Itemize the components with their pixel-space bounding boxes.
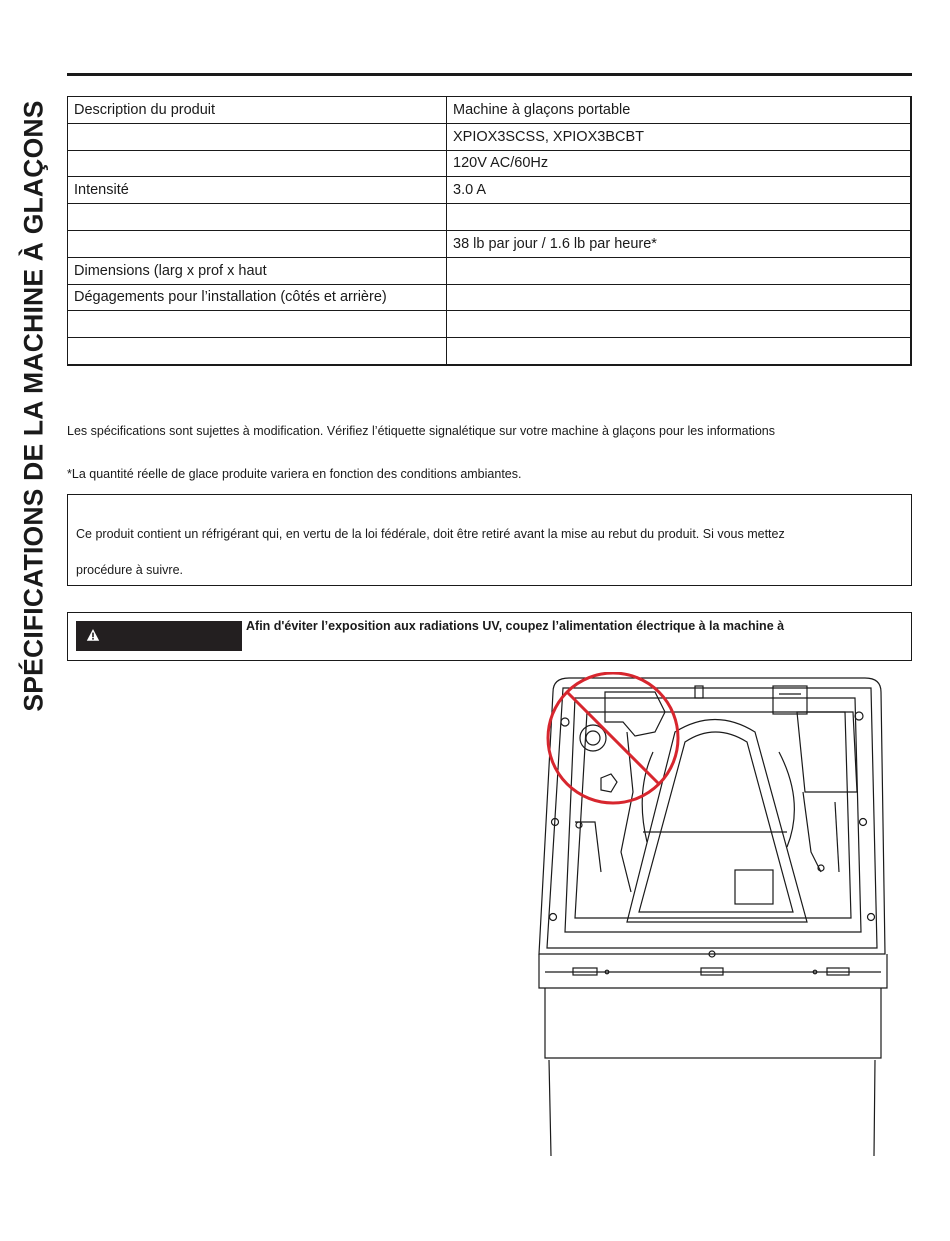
spec-value: 120V AC/60Hz [447, 150, 912, 177]
table-row [68, 257, 912, 284]
spec-value [447, 257, 912, 284]
uv-warning-box [67, 612, 912, 661]
spec-value [447, 311, 912, 338]
table-row [68, 204, 912, 231]
ice-maker-top-view-illustration [535, 672, 890, 1156]
spec-value: 38 lb par jour / 1.6 lb par heure* [447, 230, 912, 257]
spec-label [68, 230, 447, 257]
spec-label: Intensité [68, 177, 447, 204]
spec-value [447, 204, 912, 231]
specifications-table [67, 96, 912, 366]
ice-quantity-note: *La quantité réelle de glace produite variera en fonction des conditions ambiantes. [67, 467, 522, 481]
spec-label: Dégagements pour l’installation (côtés et arrière) [68, 284, 447, 311]
spec-label [68, 338, 447, 365]
spec-label [68, 204, 447, 231]
table-row [68, 177, 912, 204]
uv-warning-text: Afin d'éviter l’exposition aux radiations UV, coupez l’alimentation électrique à la machine à [246, 619, 785, 633]
spec-label: Description du produit [68, 97, 447, 124]
table-row [68, 284, 912, 311]
spec-label [68, 123, 447, 150]
refrigerant-notice-line-2: procédure à suivre. [76, 563, 184, 577]
table-row [68, 123, 912, 150]
table-row [68, 338, 912, 365]
spec-label: Dimensions (larg x prof x haut [68, 257, 447, 284]
table-row [68, 97, 912, 124]
warning-badge [76, 621, 242, 651]
top-divider [67, 73, 912, 76]
table-row [68, 150, 912, 177]
spec-value: 3.0 A [447, 177, 912, 204]
refrigerant-notice-line-1: Ce produit contient un réfrigérant qui, en vertu de la loi fédérale, doit être retiré avant la mise au rebut du produit. Si vous mettez [76, 527, 785, 541]
spec-label [68, 311, 447, 338]
spec-label [68, 150, 447, 177]
side-title-text: SPÉCIFICATIONS DE LA MACHINE À GLAÇONS [18, 100, 49, 712]
spec-value [447, 284, 912, 311]
refrigerant-notice-box [67, 494, 912, 586]
spec-change-note: Les spécifications sont sujettes à modification. Vérifiez l’étiquette signalétique sur votre machine à glaçons pour les informations [67, 424, 776, 438]
table-row [68, 230, 912, 257]
spec-value: XPIOX3SCSS, XPIOX3BCBT [447, 123, 912, 150]
spec-value [447, 338, 912, 365]
table-row [68, 311, 912, 338]
spec-value: Machine à glaçons portable [447, 97, 912, 124]
ice-maker-drawing [539, 678, 887, 1156]
warning-triangle-icon [86, 628, 100, 642]
side-section-title [0, 0, 62, 780]
